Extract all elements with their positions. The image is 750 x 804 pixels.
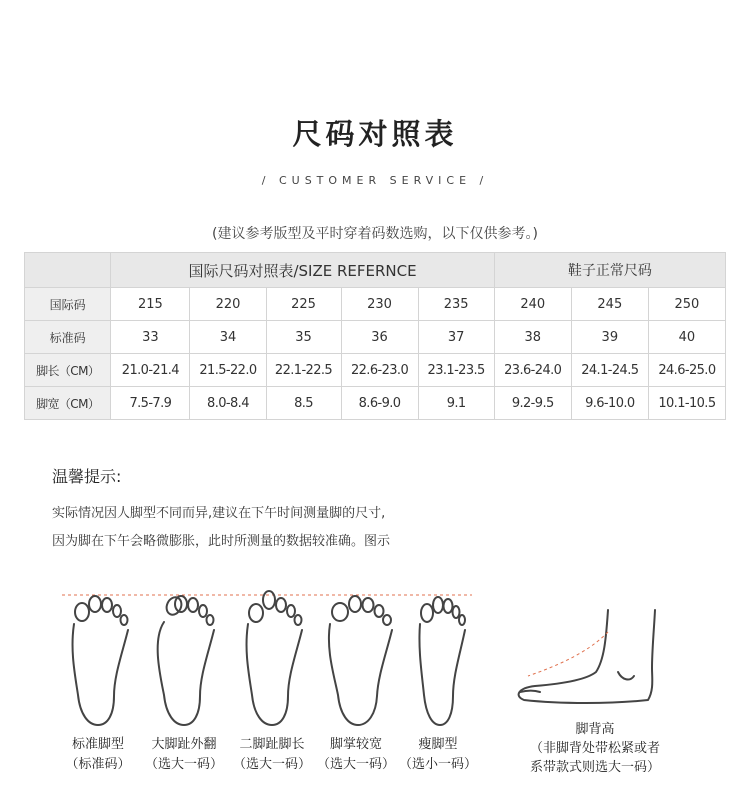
instep-advice-line-2: 系带款式则选大一码）: [529, 760, 660, 775]
table-cell: 220: [190, 288, 266, 321]
page-subtitle: / CUSTOMER SERVICE /: [261, 174, 489, 187]
table-header-main: 国际尺码对照表/SIZE REFERNCE: [111, 253, 494, 288]
table-cell: 33: [111, 321, 190, 354]
table-cell: 245: [571, 288, 648, 321]
foot-type-advice: （选大一码）: [316, 757, 395, 772]
instep-foot-icon: [519, 610, 655, 703]
tips-title: 温馨提示:: [52, 467, 122, 486]
table-row: [25, 387, 726, 420]
table-cell: 37: [418, 321, 494, 354]
table-cell: 24.6-25.0: [648, 354, 725, 387]
foot-type-name: 脚掌较宽: [329, 737, 382, 752]
table-cell: 240: [494, 288, 571, 321]
standard-foot-icon: [73, 596, 128, 725]
table-cell: 230: [341, 288, 418, 321]
row-label: 标准码: [25, 321, 111, 354]
table-cell: 8.6-9.0: [341, 387, 418, 420]
table-row: [25, 321, 726, 354]
table-cell: 36: [341, 321, 418, 354]
table-cell: 38: [494, 321, 571, 354]
second-toe-long-foot-icon: [247, 591, 302, 725]
table-cell: 40: [648, 321, 725, 354]
foot-type-name: 标准脚型: [71, 737, 124, 752]
table-cell: 39: [571, 321, 648, 354]
table-cell: 21.0-21.4: [111, 354, 190, 387]
foot-type-figure: [0, 580, 750, 804]
table-cell: 9.2-9.5: [494, 387, 571, 420]
table-cell: 24.1-24.5: [571, 354, 648, 387]
foot-illustrations: [0, 580, 750, 730]
table-cell: 9.1: [418, 387, 494, 420]
table-row: [25, 354, 726, 387]
foot-type-advice: （选小一码）: [398, 757, 477, 772]
table-cell: 235: [418, 288, 494, 321]
tips-line-2: 因为脚在下午会略微膨胀，此时所测量的数据较准确。图示: [52, 534, 391, 549]
bunion-foot-icon: [158, 595, 214, 725]
table-cell: 10.1-10.5: [648, 387, 725, 420]
row-label: 国际码: [25, 288, 111, 321]
table-header-blank: [25, 253, 111, 288]
instep-guide-line: [528, 632, 608, 676]
foot-caption: [134, 735, 234, 775]
row-label: 脚宽（CM）: [25, 387, 111, 420]
foot-caption: [388, 735, 488, 775]
instep-name: 脚背高: [575, 722, 615, 737]
slim-foot-icon: [419, 597, 465, 725]
table-cell: 215: [111, 288, 190, 321]
table-cell: 225: [266, 288, 341, 321]
table-cell: 23.6-24.0: [494, 354, 571, 387]
table-cell: 7.5-7.9: [111, 387, 190, 420]
table-row: [25, 288, 726, 321]
foot-type-name: 大脚趾外翻: [151, 737, 217, 752]
table-cell: 34: [190, 321, 266, 354]
table-header-side: 鞋子正常尺码: [494, 253, 725, 288]
table-cell: 250: [648, 288, 725, 321]
table-cell: 22.6-23.0: [341, 354, 418, 387]
tips-line-1: 实际情况因人脚型不同而异,建议在下午时间测量脚的尺寸,: [52, 506, 386, 521]
foot-type-advice: （选大一码）: [232, 757, 311, 772]
table-cell: 8.0-8.4: [190, 387, 266, 420]
foot-type-advice: （选大一码）: [144, 757, 223, 772]
wide-foot-icon: [329, 596, 392, 725]
table-cell: 21.5-22.0: [190, 354, 266, 387]
foot-type-advice: （标准码）: [65, 757, 131, 772]
reference-note: (建议参考版型及平时穿着码数选购，以下仅供参考。): [212, 226, 538, 242]
foot-type-name: 二脚趾脚长: [239, 737, 305, 752]
instep-advice-line-1: （非脚背处带松紧或者: [529, 741, 660, 756]
page-title: 尺码对照表: [292, 117, 458, 151]
size-table: [24, 252, 726, 420]
table-cell: 9.6-10.0: [571, 387, 648, 420]
table-cell: 23.1-23.5: [418, 354, 494, 387]
table-header-row: [25, 253, 726, 288]
table-cell: 8.5: [266, 387, 341, 420]
table-cell: 22.1-22.5: [266, 354, 341, 387]
foot-type-name: 瘦脚型: [418, 737, 458, 752]
table-cell: 35: [266, 321, 341, 354]
instep-caption: [510, 720, 680, 777]
row-label: 脚长（CM）: [25, 354, 111, 387]
foot-caption: [48, 735, 148, 775]
